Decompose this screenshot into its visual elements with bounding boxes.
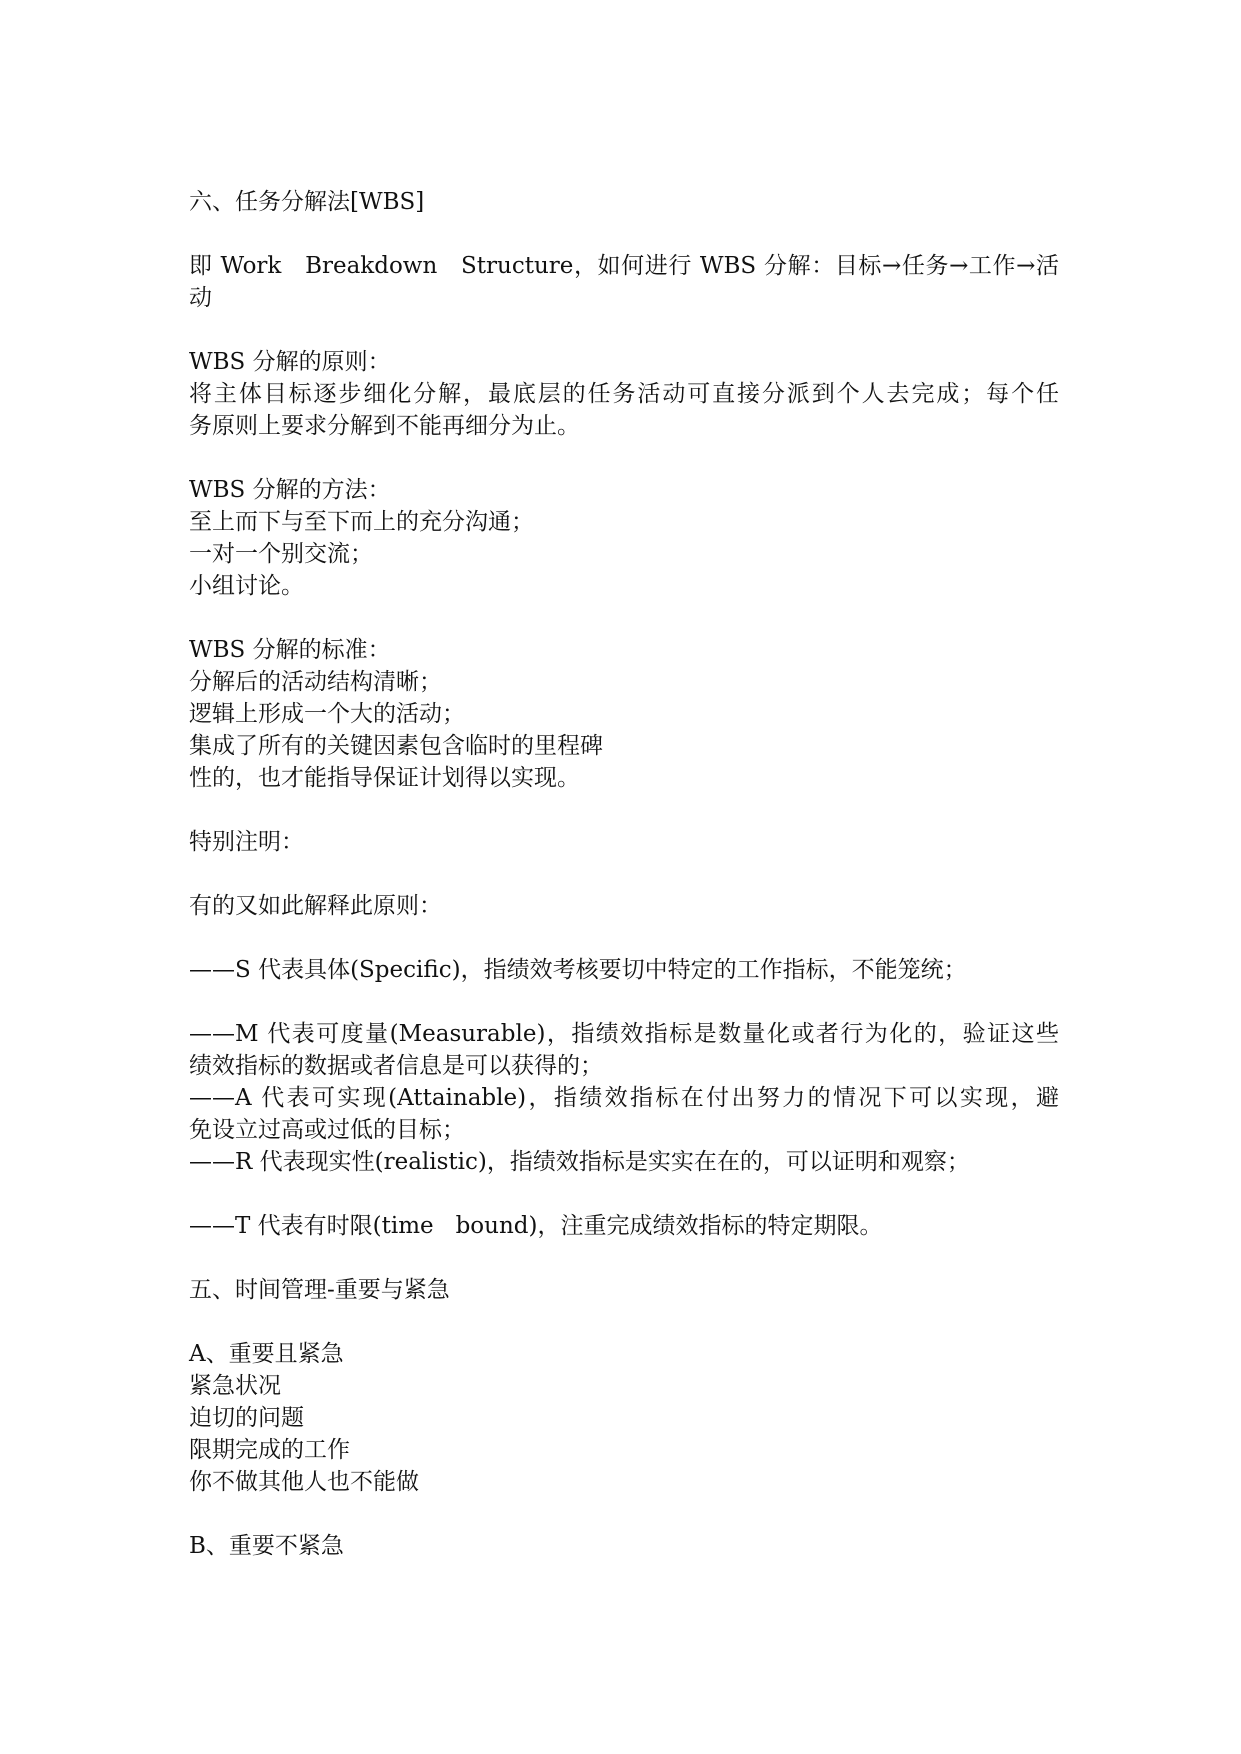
blank-line [189,986,1059,1018]
wbs-standard-item: 性的，也才能指导保证计划得以实现。 [189,765,580,791]
wbs-definition-line-2: 动 [189,285,212,311]
wbs-standard-item: 分解后的活动结构清晰； [189,669,442,695]
smart-m-line-2: 绩效指标的数据或者信息是可以获得的； [189,1053,603,1079]
document-body [189,186,1059,1562]
wbs-principle-text-2: 务原则上要求分解到不能再细分为止。 [189,413,580,439]
blank-line [189,1498,1059,1530]
wbs-standard-item: 逻辑上形成一个大的活动； [189,701,465,727]
wbs-method-item: 至上而下与至下而上的充分沟通； [189,509,534,535]
principle-explanation-intro: 有的又如此解释此原则： [189,893,442,919]
wbs-definition-line-1: 即 Work Breakdown Structure，如何进行 WBS 分解：目标→任务→工作→活 [189,253,1059,279]
blank-line [189,922,1059,954]
smart-t-line: ——T 代表有时限(time bound)，注重完成绩效指标的特定期限。 [189,1213,883,1239]
wbs-standard-heading: WBS 分解的标准： [189,637,391,663]
category-a-item: 迫切的问题 [189,1405,304,1431]
blank-line [189,858,1059,890]
blank-line [189,1178,1059,1210]
blank-line [189,602,1059,634]
smart-r-line: ——R 代表现实性(realistic)，指绩效指标是实实在在的，可以证明和观察； [189,1149,970,1175]
wbs-method-item: 小组讨论。 [189,573,304,599]
blank-line [189,314,1059,346]
category-a-item: 你不做其他人也不能做 [189,1469,419,1495]
wbs-method-item: 一对一个别交流； [189,541,373,567]
category-a-item: 限期完成的工作 [189,1437,350,1463]
wbs-principle-text-1: 将主体目标逐步细化分解，最底层的任务活动可直接分派到个人去完成；每个任 [189,381,1059,407]
blank-line [189,794,1059,826]
category-b-heading: B、重要不紧急 [189,1533,344,1559]
blank-line [189,1306,1059,1338]
section-heading-time-management: 五、时间管理-重要与紧急 [189,1277,450,1303]
category-a-heading: A、重要且紧急 [189,1341,344,1367]
special-note-heading: 特别注明： [189,829,304,855]
blank-line [189,1242,1059,1274]
wbs-principle-heading: WBS 分解的原则： [189,349,391,375]
smart-a-line-2: 免设立过高或过低的目标； [189,1117,465,1143]
blank-line [189,218,1059,250]
category-a-item: 紧急状况 [189,1373,281,1399]
smart-a-line-1: ——A 代表可实现(Attainable)，指绩效指标在付出努力的情况下可以实现，避 [189,1085,1059,1111]
section-heading-wbs: 六、任务分解法[WBS] [189,189,425,215]
smart-m-line-1: ——M 代表可度量(Measurable)，指绩效指标是数量化或者行为化的，验证这些 [189,1021,1059,1047]
blank-line [189,442,1059,474]
wbs-method-heading: WBS 分解的方法： [189,477,391,503]
wbs-standard-item: 集成了所有的关键因素包含临时的里程碑 [189,733,603,759]
smart-s-line: ——S 代表具体(Specific)，指绩效考核要切中特定的工作指标，不能笼统； [189,957,967,983]
